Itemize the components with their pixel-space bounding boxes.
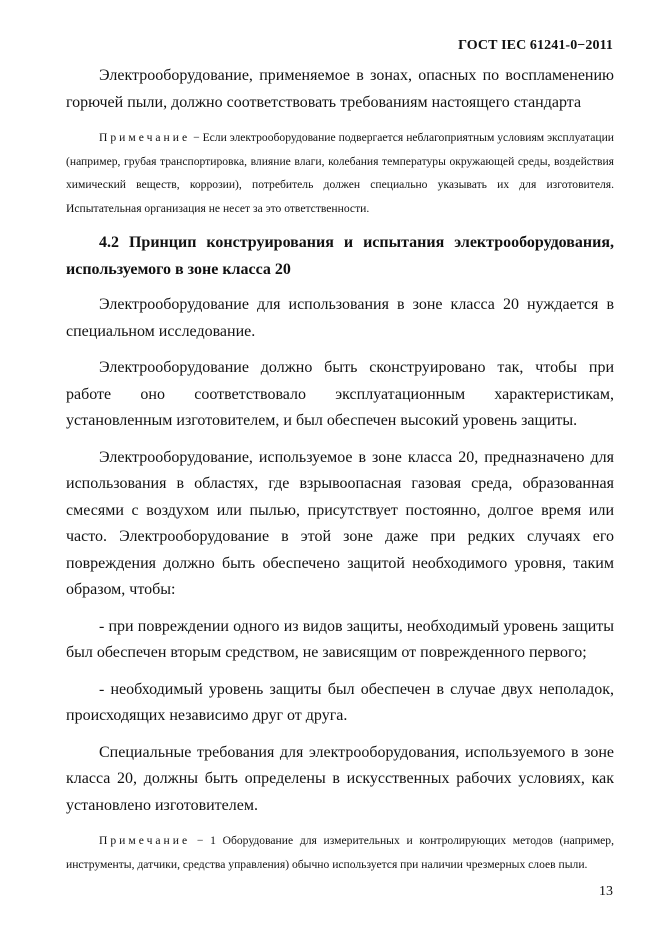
paragraph: Электрооборудование, применяемое в зонах, опасных по воспламенению горючей пыли, должно соответствовать требованиям настоящего стандарта [66,67,614,111]
paragraph: Электрооборудование для использования в зоне класса 20 нуждается в специальном исследование. [66,296,614,340]
note-label: Примечание [99,834,191,847]
note-dash: − [190,834,211,847]
note [66,126,614,220]
note-dash: − [190,131,203,144]
note-label: Примечание [99,131,191,144]
list-item: - необходимый уровень защиты был обеспечен в случае двух неполадок, происходящих независимо друг от друга. [66,680,614,724]
page-number: 13 [599,884,613,899]
paragraph: Электрооборудование, используемое в зоне класса 20, предназначено для использования в областях, где взрывоопасная газовая среда, образованная смесями с воздухом или пылью, присутствует постоянно, долгое время или часто. Электрооборудование в этой зоне даже при редких случаях его повреждения должно быть обеспечено защитой необходимого уровня, таким образом, чтобы: [66,448,614,598]
paragraph: Электрооборудование должно быть сконструировано так, чтобы при работе оно соответствовало эксплуатационным характеристикам, установленным изготовителем, и был обеспечен высокий уровень защиты. [66,359,614,429]
note [66,829,614,876]
document-body [66,63,614,886]
note-text: 1 Оборудование для измерительных и контролирующих методов (например, инструменты, датчики, средства управления) обычно используется при наличии чрезмерных слоев пыли. [66,834,614,871]
list-item: - при повреждении одного из видов защиты, необходимый уровень защиты был обеспечен вторым средством, не зависящим от поврежденного первого; [66,617,614,661]
note-text: Если электрооборудование подвергается неблагоприятным условиям эксплуатации (например, грубая транспортировка, влияние влаги, колебания температуры окружающей среды, воздействия химический веществ, коррозии), потребитель должен специально указывать их для изготовителя. Испытательная организация не несет за это ответственности. [66,131,614,215]
paragraph: Специальные требования для электрооборудования, используемого в зоне класса 20, должны быть определены в искусственных рабочих условиях, как установлено изготовителем. [66,743,614,814]
document-header: ГОСТ IEC 61241-0−2011 [458,38,613,53]
section-heading: 4.2 Принцип конструирования и испытания электрооборудования, используемого в зоне класса 20 [66,234,614,278]
